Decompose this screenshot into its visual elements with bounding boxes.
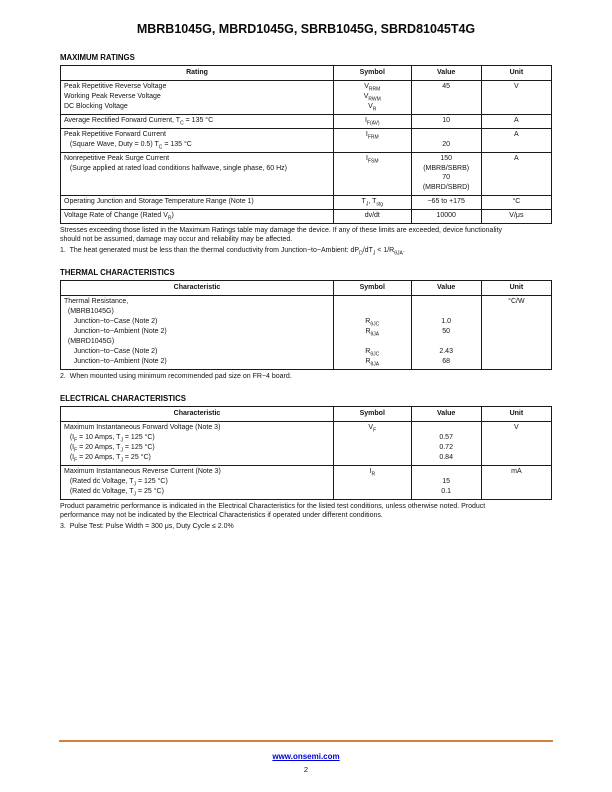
- cell-rating: Peak Repetitive Forward Current (Square Wave, Duty = 0.5) $T_C = 135$ °C: [61, 128, 334, 152]
- cell-unit: V/μs: [481, 210, 551, 224]
- cell-characteristic: Thermal Resistance, (MBRB1045G) Junction−to−Case (Note 2) Junction−to−Ambient (Note 2) (MBRD1045G) Junction−to−Case (Note 2) Junction−to−Ambient (Note 2): [61, 296, 334, 370]
- table-row: [61, 210, 552, 224]
- cell-symbol: $I_{F(AV)}$: [334, 114, 412, 128]
- section-heading-thermal: THERMAL CHARACTERISTICS: [60, 268, 175, 278]
- cell-value: 10000: [411, 210, 481, 224]
- cell-unit: V: [481, 80, 551, 114]
- cell-unit: A: [481, 152, 551, 196]
- header-row: [61, 407, 552, 422]
- cell-value: 150 (MBRB/SBRB) 70 (MBRD/SBRD): [411, 152, 481, 196]
- table-row: [61, 152, 552, 196]
- page-footer: [59, 740, 553, 774]
- cell-symbol: $I_{FRM}$: [334, 128, 412, 152]
- col-header-value: Value: [411, 281, 481, 296]
- col-header-value: Value: [411, 407, 481, 422]
- cell-unit: A: [481, 128, 551, 152]
- onsemi-link[interactable]: www.onsemi.com: [272, 752, 340, 761]
- electrical-section: [60, 394, 552, 531]
- section-heading-electrical: ELECTRICAL CHARACTERISTICS: [60, 394, 186, 404]
- table-row: [61, 114, 552, 128]
- cell-characteristic: Maximum Instantaneous Reverse Current (Note 3) (Rated dc Voltage, $T_J = 125$ °C) (Rated dc Voltage, $T_J = 25$ °C): [61, 465, 334, 499]
- cell-value: 10: [411, 114, 481, 128]
- cell-symbol: $R_{\theta JC}$ $R_{\theta JA}$ $R_{\theta JC}$ $R_{\theta JA}$: [334, 296, 412, 370]
- table-row: [61, 196, 552, 210]
- header-row: [61, 281, 552, 296]
- cell-value: 1.0 50 2.43 68: [411, 296, 481, 370]
- header-row: [61, 66, 552, 81]
- cell-rating: Operating Junction and Storage Temperature Range (Note 1): [61, 196, 334, 210]
- max-ratings-table: [60, 65, 552, 224]
- table-row: [61, 128, 552, 152]
- page-number: 2: [303, 765, 309, 774]
- cell-unit: °C/W: [481, 296, 551, 370]
- col-header-symbol: Symbol: [334, 66, 412, 81]
- col-header-unit: Unit: [481, 66, 551, 81]
- cell-symbol: $T_J$, $T_{stg}$: [334, 196, 412, 210]
- col-header-characteristic: Characteristic: [61, 281, 334, 296]
- col-header-symbol: Symbol: [334, 281, 412, 296]
- cell-symbol: dv/dt: [334, 210, 412, 224]
- cell-value: 45: [411, 80, 481, 114]
- col-header-value: Value: [411, 66, 481, 81]
- cell-symbol: $V_{RRM}$ $V_{RWM}$ $V_R$: [334, 80, 412, 114]
- thermal-table: [60, 280, 552, 370]
- footer-rule: [59, 740, 553, 742]
- col-header-unit: Unit: [481, 281, 551, 296]
- cell-value: 15 0.1: [411, 465, 481, 499]
- cell-symbol: $I_R$: [334, 465, 412, 499]
- section-heading-maximum-ratings: MAXIMUM RATINGS: [60, 53, 135, 62]
- thermal-section: [60, 268, 552, 381]
- cell-unit: V: [481, 422, 551, 466]
- cell-value: 0.57 0.72 0.84: [411, 422, 481, 466]
- electrical-table: [60, 406, 552, 500]
- cell-unit: °C: [481, 196, 551, 210]
- cell-rating: Voltage Rate of Change (Rated $V_R$): [61, 210, 334, 224]
- col-header-unit: Unit: [481, 407, 551, 422]
- parametric-note: Product parametric performance is indicated in the Electrical Characteristics for the listed test conditions, unless otherwise noted. Product performance may not be indicated by the Electrical Characteristics if operated under different conditions.: [60, 502, 486, 519]
- cell-unit: mA: [481, 465, 551, 499]
- max-ratings-section: [60, 53, 552, 255]
- table-row: [61, 80, 552, 114]
- footnote-3: 3. Pulse Test: Pulse Width = 300 μs, Duty Cycle ≤ 2.0%: [60, 522, 234, 530]
- cell-symbol: $I_{FSM}$: [334, 152, 412, 196]
- table-row: [61, 422, 552, 466]
- table-row: [61, 296, 552, 370]
- page-content: [60, 22, 552, 531]
- cell-rating: Average Rectified Forward Current, $T_C = 135$ °C: [61, 114, 334, 128]
- col-header-symbol: Symbol: [334, 407, 412, 422]
- col-header-rating: Rating: [61, 66, 334, 81]
- footnote-2: 2. When mounted using minimum recommended pad size on FR−4 board.: [60, 372, 292, 380]
- page-title: MBRB1045G, MBRD1045G, SBRB1045G, SBRD81045T4G: [136, 22, 476, 36]
- cell-rating: Nonrepetitive Peak Surge Current (Surge applied at rated load conditions halfwave, single phase, 60 Hz): [61, 152, 334, 196]
- cell-rating: Peak Repetitive Reverse Voltage Working Peak Reverse Voltage DC Blocking Voltage: [61, 80, 334, 114]
- stress-note: Stresses exceeding those listed in the Maximum Ratings table may damage the device. If any of these limits are exceeded, device functionality should not be assumed, damage may occur and reliability may be affected.: [60, 227, 503, 244]
- footnote-1: 1. The heat generated must be less than the thermal conductivity from Junction−to−Ambient: $dP_D/dT_J < 1/R_{\theta JA}$.: [60, 247, 405, 257]
- cell-value: 20: [411, 128, 481, 152]
- cell-value: −65 to +175: [411, 196, 481, 210]
- col-header-characteristic: Characteristic: [61, 407, 334, 422]
- table-row: [61, 465, 552, 499]
- cell-unit: A: [481, 114, 551, 128]
- cell-symbol: $V_F$: [334, 422, 412, 466]
- cell-characteristic: Maximum Instantaneous Forward Voltage (Note 3) ($I_F = 10$ Amps, $T_J = 125$ °C) ($I_F = 20$ Amps, $T_J = 125$ °C) ($I_F = 20$ Amps, $T_J = 25$ °C): [61, 422, 334, 466]
